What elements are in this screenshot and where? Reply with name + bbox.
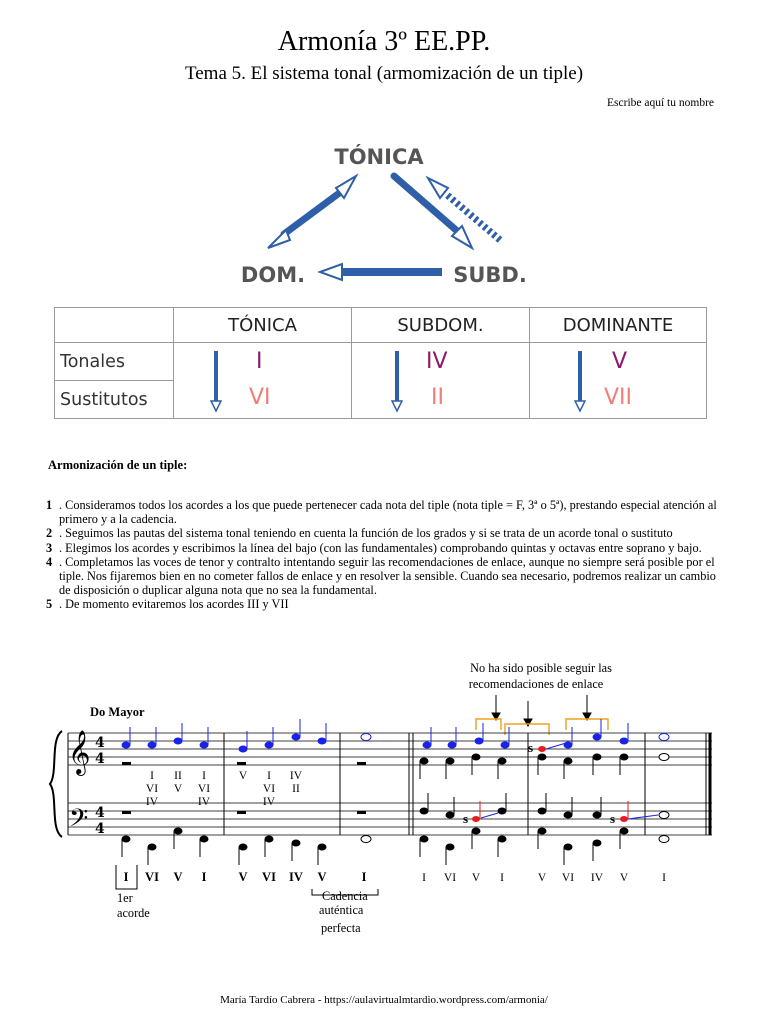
candidate-numeral: II [292,783,300,795]
sensible-mark: s [528,740,534,755]
subdominant-label: SUBD. [453,263,527,287]
rule-number: 5 [46,597,53,612]
annotation-line: No ha sido posible seguir las [470,661,612,675]
candidate-numeral: VI [197,783,211,795]
chosen-numeral: V [537,872,547,884]
label-line: perfecta [321,921,361,935]
tonic-substitute-degree: VI [249,385,271,410]
chosen-numeral: IV [289,870,303,884]
section-heading: Armonización de un tiple: [48,458,188,472]
chosen-numeral: VI [561,872,575,884]
candidate-numeral: VI [262,783,276,795]
table-header-tonic: TÓNICA [174,308,352,343]
chosen-numeral: VI [262,870,276,884]
page-title: Armonía 3º EE.PP. [277,26,491,57]
chosen-numeral: I [500,872,504,884]
footer-credit: María Tardío Cabrera - https://aulavirtualmtardio.wordpress.com/armonia/ [220,994,548,1006]
name-field-label[interactable]: Escribe aquí tu nombre [607,97,714,109]
key-label: Do Mayor [90,705,145,719]
candidate-numeral: IV [262,796,276,808]
label-line: acorde [117,906,150,920]
chosen-numeral: I [662,872,666,884]
time-sig-bottom: 4 [95,821,105,837]
label-line: auténtica [319,903,364,917]
chosen-chords-right [422,872,666,884]
harmonization-rules [46,498,726,612]
system-brace [50,731,62,837]
dominant-substitute-degree: VII [604,385,633,410]
chosen-numeral: I [123,870,129,884]
chosen-numeral: IV [590,872,604,884]
treble-staff [68,733,712,765]
chosen-numeral: I [422,872,426,884]
resolution-line [546,743,566,749]
subdominant-substitute-arrow [391,351,403,413]
rule-number: 2 [46,526,53,541]
page-subtitle: Tema 5. El sistema tonal (armomización de un tiple) [184,63,584,84]
tonal-functions-diagram [228,136,540,288]
rule-item [46,541,726,555]
chosen-numeral: V [317,870,327,884]
sensible-mark: s [463,811,469,826]
leading-tone-note [472,816,480,822]
table-header-empty [55,308,174,343]
chosen-numeral: I [361,870,367,884]
candidate-numeral: IV [145,796,159,808]
dominant-cell [530,343,707,419]
chosen-numeral: VI [443,872,457,884]
chosen-numeral: V [238,870,248,884]
time-sig-top: 4 [95,805,105,821]
rule-text: . Consideramos todos los acordes a los que puede pertenecer cada nota del tiple (nota tiple = F, 3ª o 5ª), prestando especial atención al primero y a la cadencia. [59,498,717,527]
row-label-tonales: Tonales [55,343,174,381]
candidate-numeral: IV [197,796,211,808]
chosen-numeral: V [173,870,183,884]
chosen-numeral: V [619,872,629,884]
time-sig-top: 4 [95,735,105,751]
time-signature [95,735,105,837]
rule-item [46,498,726,526]
bass-clef-icon: 𝄢 [69,804,89,839]
table-header-subdominant: SUBDOM. [352,308,530,343]
rule-item [46,555,726,598]
rule-number: 1 [46,498,53,512]
dominant-tonal-degree: V [612,349,628,374]
table-header-dominant: DOMINANTE [530,308,707,343]
tonic-substitute-arrow [210,351,222,413]
candidate-numeral: V [173,783,183,795]
subdominant-tonal-degree: IV [426,349,448,374]
subdominant-substitute-degree: II [431,385,444,410]
tonic-cell [174,343,352,419]
chosen-numeral: I [201,870,207,884]
tonic-tonal-degree: I [256,349,263,374]
dominant-label: DOM. [240,263,306,287]
voice-leading-brackets [476,719,608,735]
leading-tone-note [620,816,628,822]
first-chord-label [117,891,150,920]
soprano-line [122,719,669,752]
candidate-numeral: I [150,770,154,782]
annotation-arrows [492,695,591,726]
rule-text: . De momento evitaremos los acordes III y VII [59,597,289,612]
tenor-line [420,793,669,819]
candidate-numeral: II [174,770,182,782]
cadence-label [319,889,368,935]
rule-number: 3 [46,540,53,555]
leading-tone-note [538,746,546,752]
chosen-chords-left [124,870,367,884]
rule-text: . Seguimos las pautas del sistema tonal teniendo en cuenta la función de los grados y si se trata de un acorde tonal o sustituto [59,526,673,541]
candidate-numeral: I [202,770,206,782]
rule-item [46,597,726,611]
subdominant-cell [352,343,530,419]
rule-number: 4 [46,554,53,569]
bass-staff [68,803,712,835]
candidate-numeral: VI [145,783,159,795]
treble-clef-icon: 𝄞 [68,730,91,774]
rule-item [46,526,726,540]
functions-table [54,307,707,419]
rule-text: . Completamos las voces de tenor y contralto intentando seguir las recomendaciones de enlace, aunque no siempre será posible por el tiple. Nos fijaremos bien en no cometer fallos de enlace y en resolver la sensible. Cuando sea necesario, podremos realizar un cambio de disposición o duplicar alguna nota que no sea la fundamental. [59,554,716,598]
label-line: 1er [117,891,133,905]
tonic-label: TÓNICA [334,145,424,169]
candidate-numeral: IV [289,770,303,782]
dominant-substitute-arrow [574,351,586,413]
bass-line [122,828,669,865]
candidate-numeral: I [267,770,271,782]
chosen-numeral: V [471,872,481,884]
annotation-line: recomendaciones de enlace [468,677,604,691]
time-sig-bottom: 4 [95,751,105,767]
sensible-mark: s [610,811,616,826]
chosen-numeral: VI [145,870,159,884]
rule-text: . Elegimos los acordes y escribimos la línea del bajo (con las fundamentales) comprobando quintas y octavas entre soprano y bajo. [59,540,702,555]
label-line: Cadencia [322,889,368,903]
candidate-numeral: V [238,770,248,782]
music-score [0,655,768,945]
row-label-sustitutos: Sustitutos [55,381,174,419]
